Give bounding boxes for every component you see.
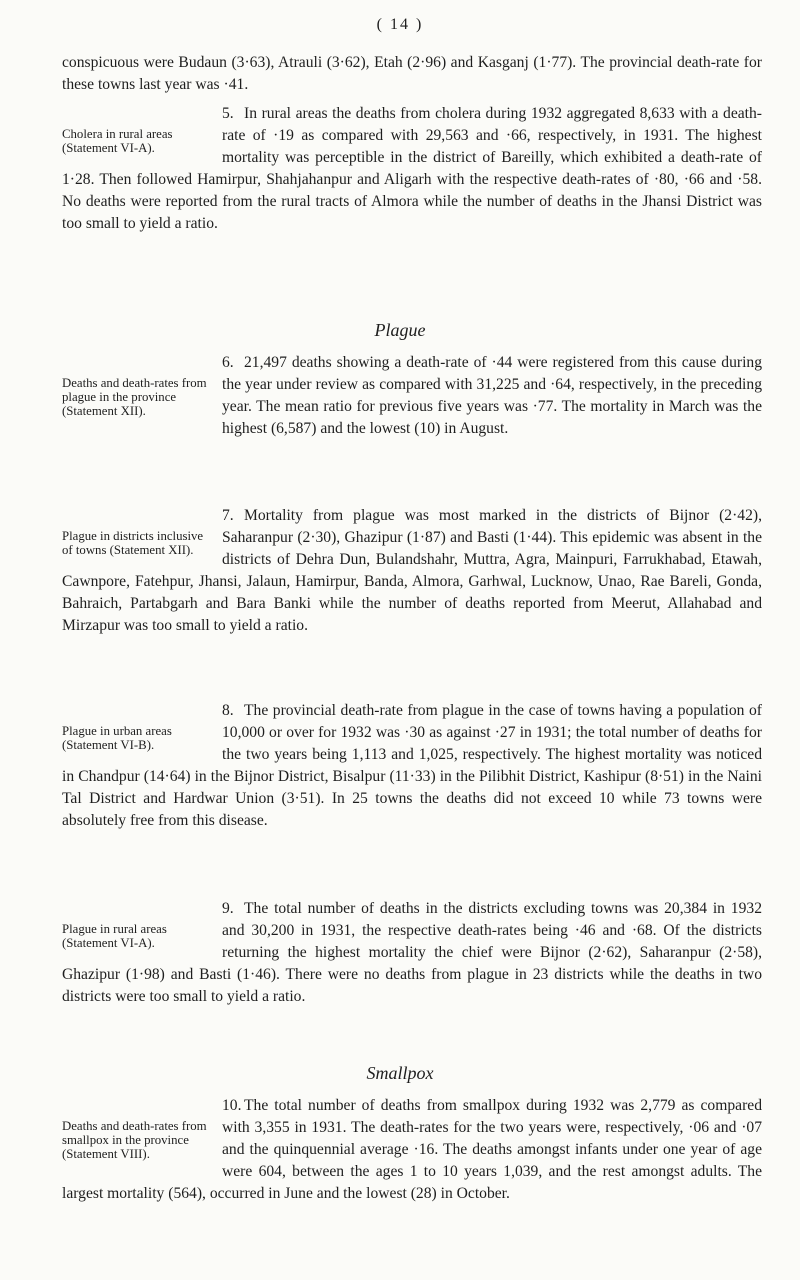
paragraph-6: [62, 352, 762, 440]
paragraph-8-text: The provincial death-rate from plague in the case of towns having a population of 10,000 or over for 1932 was ·30 as against ·27 in 1931; the total number of deaths for the two years being 1,113 and 1,025, respectively. The highest mortality was noticed in Chandpur (14·64) in the Bijnor District, Bisalpur (11·33) in the Pilibhit District, Kashipur (8·51) in the Naini Tal District and Hardwar Union (3·51). In 25 towns the deaths did not exceed 10 while 73 towns were absolutely free from this disease.: [62, 702, 762, 829]
paragraph-8: [62, 700, 762, 831]
paragraph-10: [62, 1095, 762, 1205]
paragraph-6-number: 6.: [222, 354, 234, 371]
side-note-cholera-rural: Cholera in rural areas (Statement VI-A).: [62, 127, 173, 155]
paragraph-9-text: The total number of deaths in the districts excluding towns was 20,384 in 1932 and 30,200 in 1931, the respective death-rates being ·46 and ·68. Of the districts returning the highest mortality the chief were Bijnor (2·62), Saharanpur (2·58), Ghazipur (1·98) and Basti (1·46). There were no deaths from plague in 23 districts while the deaths in two districts were too small to yield a ratio.: [62, 900, 762, 1005]
paragraph-9: [62, 898, 762, 1008]
side-note-plague-urban: Plague in urban areas (Statement VI-B).: [62, 724, 172, 752]
paragraph-7-number: 7.: [222, 507, 234, 524]
side-note-smallpox: Deaths and death-rates from smallpox in the province (Statement VIII).: [62, 1119, 207, 1161]
heading-plague: Plague: [374, 320, 426, 340]
paragraph-5-number: 5.: [222, 105, 234, 122]
paragraph-10-number: 10.: [222, 1097, 242, 1114]
paragraph-9-number: 9.: [222, 900, 234, 917]
heading-smallpox: Smallpox: [366, 1063, 434, 1083]
side-note-plague-rural: Plague in rural areas (Statement VI-A).: [62, 922, 167, 950]
page-number: ( 14 ): [376, 16, 424, 33]
paragraph-5-text: In rural areas the deaths from cholera during 1932 aggregated 8,633 with a death-rate of ·19 as compared with 29,563 and ·66, respectively, in 1931. The highest mortality was perceptible in the district of Bareilly, which exhibited a death-rate of 1·28. Then followed Hamirpur, Shahjahanpur and Aligarh with the respective death-rates of ·80, ·66 and ·58. No deaths were reported from the rural tracts of Almora while the number of deaths in the Jhansi District was too small to yield a ratio.: [62, 105, 762, 232]
paragraph-7: [62, 505, 762, 636]
side-note-plague-districts: Plague in districts inclusive of towns (Statement XII).: [62, 529, 204, 557]
paragraph-8-number: 8.: [222, 702, 234, 719]
paragraph-6-text: 21,497 deaths showing a death-rate of ·44 were registered from this cause during the year under review as compared with 31,225 and ·64, respectively, in the preceding year. The mean ratio for previous five years was ·77. The mortality in March was the highest (6,587) and the lowest (10) in August.: [222, 354, 762, 437]
paragraph-5: [62, 103, 762, 234]
side-note-plague-province: Deaths and death-rates from plague in the province (Statement XII).: [62, 376, 207, 418]
paragraph-10-text: The total number of deaths from smallpox during 1932 was 2,779 as compared with 3,355 in 1931. The death-rates for the two years were, respectively, ·06 and ·07 and the quinquennial average ·16. The deaths amongst infants under one year of age were 604, between the ages 1 to 10 years 1,039, and the rest amongst adults. The largest mortality (564), occurred in June and the lowest (28) in October.: [62, 1097, 762, 1202]
paragraph-intro: conspicuous were Budaun (3·63), Atrauli (3·62), Etah (2·96) and Kasganj (1·77). The provincial death-rate for these towns last year was ·41.: [62, 54, 762, 93]
paragraph-7-text: Mortality from plague was most marked in the districts of Bijnor (2·42), Saharanpur (2·30), Ghazipur (1·87) and Basti (1·44). This epidemic was absent in the districts of Dehra Dun, Bulandshahr, Muttra, Agra, Mainpuri, Farrukhabad, Etawah, Cawnpore, Fatehpur, Jhansi, Jalaun, Hamirpur, Banda, Almora, Garhwal, Lucknow, Unao, Rae Bareli, Gonda, Bahraich, Partabgarh and Bara Banki while the number of deaths reported from Meerut, Allahabad and Mirzapur was too small to yield a ratio.: [62, 507, 762, 634]
